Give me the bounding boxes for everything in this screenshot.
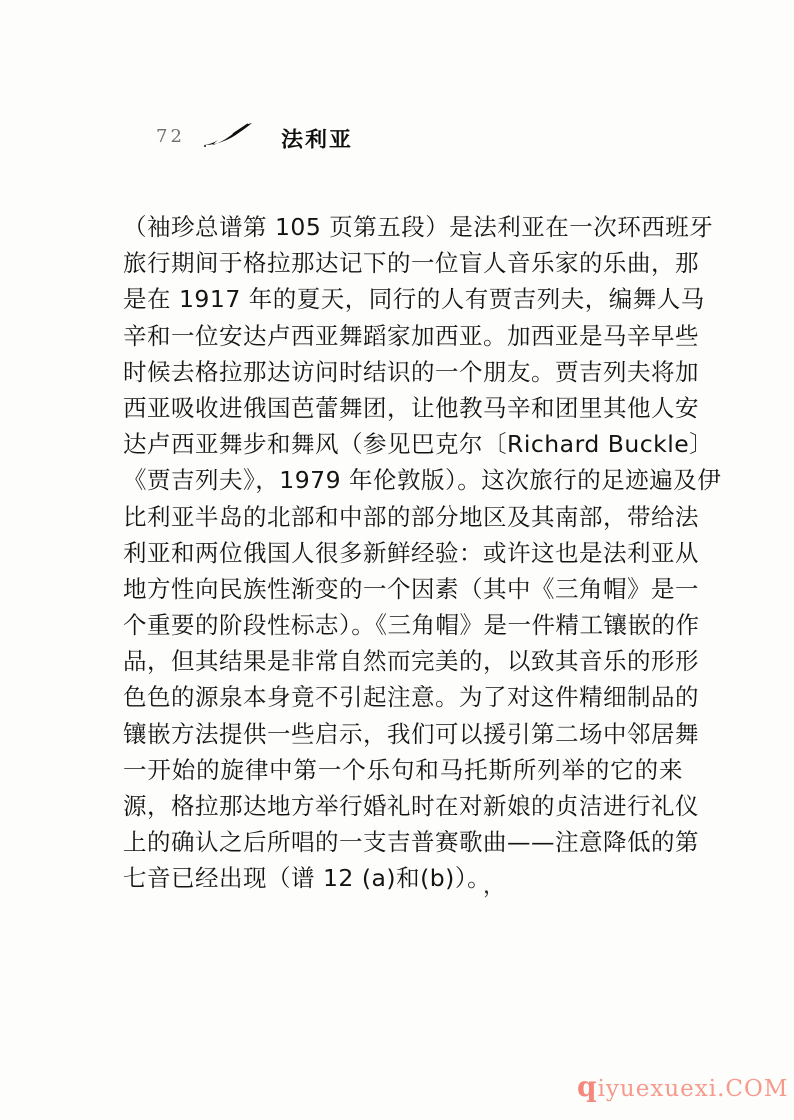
running-title: 法利亚 xyxy=(281,128,354,153)
text-line: 一开始的旋律中第一个乐句和马托斯所列举的它的来 xyxy=(123,755,683,784)
quill-ornament-icon xyxy=(203,122,253,148)
text-line: 是在 1917 年的夏天，同行的人有贾吉列夫，编舞人马 xyxy=(123,285,705,314)
text-line: 镶嵌方法提供一些启示，我们可以援引第二场中邻居舞 xyxy=(123,719,699,748)
text-line: （袖珍总谱第 105 页第五段）是法利亚在一次环西班牙 xyxy=(123,213,714,241)
text-line: 七音已经出现（谱 12 (a)和(b)）。 xyxy=(123,864,492,893)
text-line: 源，格拉那达地方举行婚礼时在对新娘的贞洁进行礼仪 xyxy=(123,792,699,820)
page-number: 72 xyxy=(156,126,185,147)
text-line: 上的确认之后所唱的一支吉普赛歌曲——注意降低的第 xyxy=(123,828,699,857)
body-paragraph xyxy=(123,209,722,897)
text-line: 个重要的阶段性标志）。《三角帽》是一件精工镶嵌的作 xyxy=(123,611,700,640)
text-line: 达卢西亚舞步和舞风（参见巴克尔〔Richard Buckle〕 xyxy=(123,430,714,459)
text-line: 时候去格拉那达访问时结识的一个朋友。贾吉列夫将加 xyxy=(123,357,699,386)
text-line: 地方性向民族性渐变的一个因素（其中《三角帽》是一 xyxy=(123,574,699,603)
watermark-rest: iyuexuexi.COM xyxy=(597,1076,789,1102)
text-line: 品，但其结果是非常自然而完美的，以致其音乐的形形 xyxy=(123,647,699,676)
text-line: 西亚吸收进俄国芭蕾舞团，让他教马辛和团里其他人安 xyxy=(123,393,699,422)
text-line: 旅行期间于格拉那达记下的一位盲人音乐家的乐曲，那 xyxy=(123,249,699,278)
stray-ink-mark: ， xyxy=(483,874,506,899)
text-line: 《贾吉列夫》，1979 年伦敦版）。这次旅行的足迹遍及伊 xyxy=(123,466,722,495)
text-line: 比利亚半岛的北部和中部的部分地区及其南部，带给法 xyxy=(123,502,699,531)
watermark xyxy=(577,1070,788,1103)
text-line: 色色的源泉本身竟不引起注意。为了对这件精细制品的 xyxy=(123,683,699,712)
text-line: 利亚和两位俄国人很多新鲜经验：或许这也是法利亚从 xyxy=(123,538,699,567)
text-line: 辛和一位安达卢西亚舞蹈家加西亚。加西亚是马辛早些 xyxy=(123,321,699,350)
watermark-initial: q xyxy=(577,1070,598,1103)
